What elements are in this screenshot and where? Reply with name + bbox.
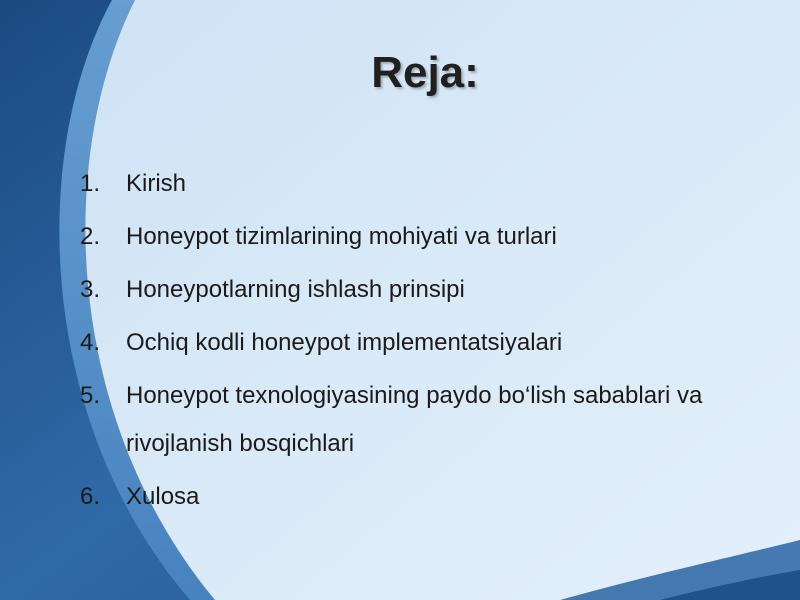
list-item — [80, 213, 780, 261]
list-item — [80, 319, 780, 367]
item-text: Kirish — [126, 170, 187, 197]
item-number: 6. — [80, 483, 101, 510]
item-text: Xulosa — [126, 483, 200, 510]
item-text: Honeypot tizimlarining mohiyati va turlari — [126, 223, 557, 250]
item-text: Honeypotlarning ishlash prinsipi — [126, 276, 465, 303]
list-item — [80, 473, 780, 521]
item-number: 3. — [80, 276, 101, 303]
list-item — [80, 372, 780, 468]
item-number: 4. — [80, 329, 101, 356]
item-number: 2. — [80, 223, 101, 250]
item-number: 1. — [80, 170, 101, 197]
item-text: Honeypot texnologiyasining paydo bo‘lish sabablari va rivojlanish bosqichlari — [126, 382, 703, 457]
agenda-list — [80, 160, 780, 526]
item-text: Ochiq kodli honeypot implementatsiyalari — [126, 329, 563, 356]
slide-title: Reja: — [371, 48, 479, 97]
item-number: 5. — [80, 382, 101, 409]
list-item — [80, 160, 780, 208]
list-item — [80, 266, 780, 314]
